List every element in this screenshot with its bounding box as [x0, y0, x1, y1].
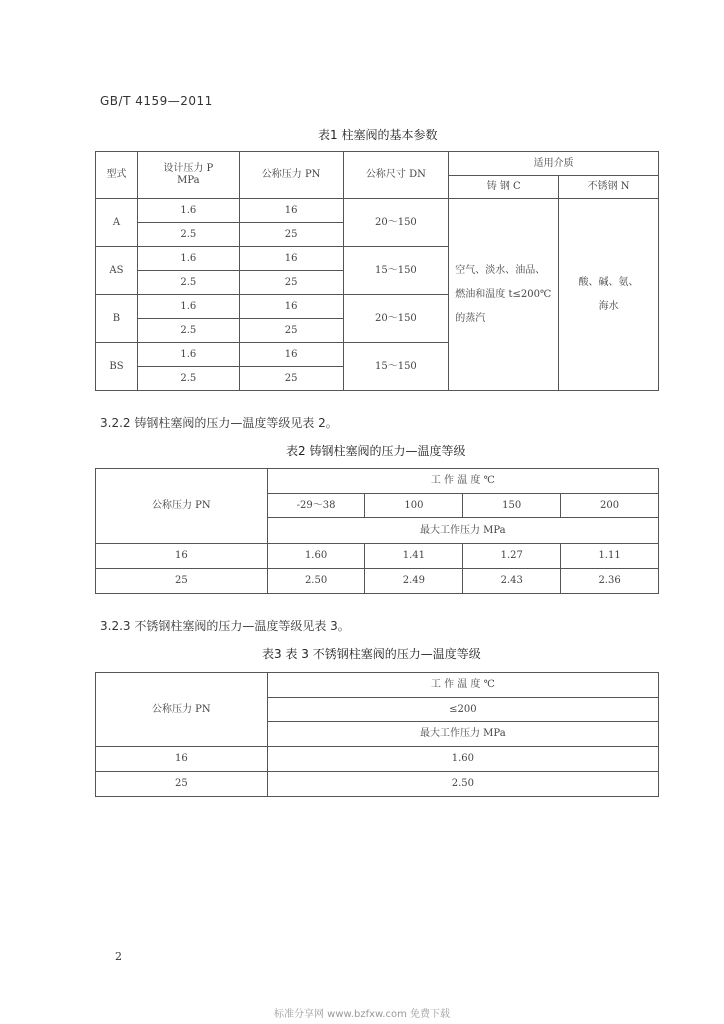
- table1-row-type: AS: [96, 247, 138, 295]
- table1-header-cast: 铸 钢 C: [449, 176, 559, 199]
- table2-header-temp: 工 作 温 度 ℃: [267, 469, 658, 494]
- table1-cell-dn: 20～150: [343, 199, 449, 247]
- table1-row-type: BS: [96, 343, 138, 391]
- table1-cell-pressure: 2.5: [137, 271, 239, 295]
- table2-header-pn: 公称压力 PN: [96, 469, 268, 544]
- table1-cell-pn: 25: [239, 223, 343, 247]
- paragraph-3-2-3: 3.2.3 不锈钢柱塞阀的压力—温度等级见表 3。: [100, 619, 350, 633]
- table3-value-cell: 1.60: [267, 747, 658, 772]
- paragraph-3-2-2: 3.2.2 铸钢柱塞阀的压力—温度等级见表 2。: [100, 416, 338, 430]
- table3-caption: 表3 表 3 不锈钢柱塞阀的压力—温度等级: [262, 647, 481, 661]
- table2-value-cell: 2.36: [561, 569, 659, 594]
- table1-caption: 表1 柱塞阀的基本参数: [318, 128, 438, 142]
- table2-header-maxp: 最大工作压力 MPa: [267, 518, 658, 544]
- table1-row-type: A: [96, 199, 138, 247]
- table1-row-type: B: [96, 295, 138, 343]
- table2-value-cell: 1.41: [365, 544, 463, 569]
- table1-cell-pressure: 1.6: [137, 199, 239, 223]
- table2-temp-cell: 150: [463, 494, 561, 518]
- table1-cell-pn: 25: [239, 319, 343, 343]
- page-number: 2: [115, 950, 122, 963]
- table1-cell-pressure: 1.6: [137, 295, 239, 319]
- table1-cell-pressure: 2.5: [137, 223, 239, 247]
- table1-cell-pn: 25: [239, 367, 343, 391]
- footer-watermark: 标准分享网 www.bzfxw.com 免费下载: [274, 1009, 450, 1020]
- table2-temp-cell: 100: [365, 494, 463, 518]
- table2: [95, 468, 659, 594]
- table3-temp-cell: ≤200: [267, 698, 658, 722]
- table1-cell-dn: 20～150: [343, 295, 449, 343]
- table2-temp-cell: 200: [561, 494, 659, 518]
- table1-header-type: 型式: [96, 152, 138, 199]
- table1: [95, 151, 659, 391]
- table2-row-pn: 25: [96, 569, 268, 594]
- table2-temp-cell: -29～38: [267, 494, 365, 518]
- table1-header-stainless: 不锈钢 N: [559, 176, 659, 199]
- table2-row-pn: 16: [96, 544, 268, 569]
- table1-cell-dn: 15～150: [343, 247, 449, 295]
- table1-cell-pressure: 2.5: [137, 319, 239, 343]
- table1-header-dn: 公称尺寸 DN: [343, 152, 449, 199]
- table1-header-pn: 公称压力 PN: [239, 152, 343, 199]
- table2-value-cell: 2.50: [267, 569, 365, 594]
- table3-value-cell: 2.50: [267, 772, 658, 797]
- table2-value-cell: 1.27: [463, 544, 561, 569]
- table1-cell-medium-stainless: 酸、碱、氨、 海水: [559, 199, 659, 391]
- standard-code: GB/T 4159—2011: [100, 94, 213, 108]
- table1-cell-pressure: 2.5: [137, 367, 239, 391]
- table2-caption: 表2 铸钢柱塞阀的压力—温度等级: [286, 444, 466, 458]
- table3-row-pn: 25: [96, 772, 268, 797]
- table2-value-cell: 1.11: [561, 544, 659, 569]
- table2-value-cell: 1.60: [267, 544, 365, 569]
- table2-value-cell: 2.43: [463, 569, 561, 594]
- table1-cell-pressure: 1.6: [137, 247, 239, 271]
- table2-value-cell: 2.49: [365, 569, 463, 594]
- table3-row-pn: 16: [96, 747, 268, 772]
- table3-header-maxp: 最大工作压力 MPa: [267, 722, 658, 747]
- table3-header-pn: 公称压力 PN: [96, 673, 268, 747]
- table1-cell-pn: 25: [239, 271, 343, 295]
- table3-header-temp: 工 作 温 度 ℃: [267, 673, 658, 698]
- table1-cell-medium-cast: 空气、淡水、油品、 燃油和温度 t≤200℃ 的蒸汽: [449, 199, 559, 391]
- table3: [95, 672, 659, 797]
- table1-cell-dn: 15～150: [343, 343, 449, 391]
- table1-header-pressure: 设计压力 P MPa: [137, 152, 239, 199]
- table1-header-medium: 适用介质: [449, 152, 659, 176]
- table1-cell-pressure: 1.6: [137, 343, 239, 367]
- table1-cell-pn: 16: [239, 343, 343, 367]
- table1-cell-pn: 16: [239, 295, 343, 319]
- table1-cell-pn: 16: [239, 199, 343, 223]
- table1-cell-pn: 16: [239, 247, 343, 271]
